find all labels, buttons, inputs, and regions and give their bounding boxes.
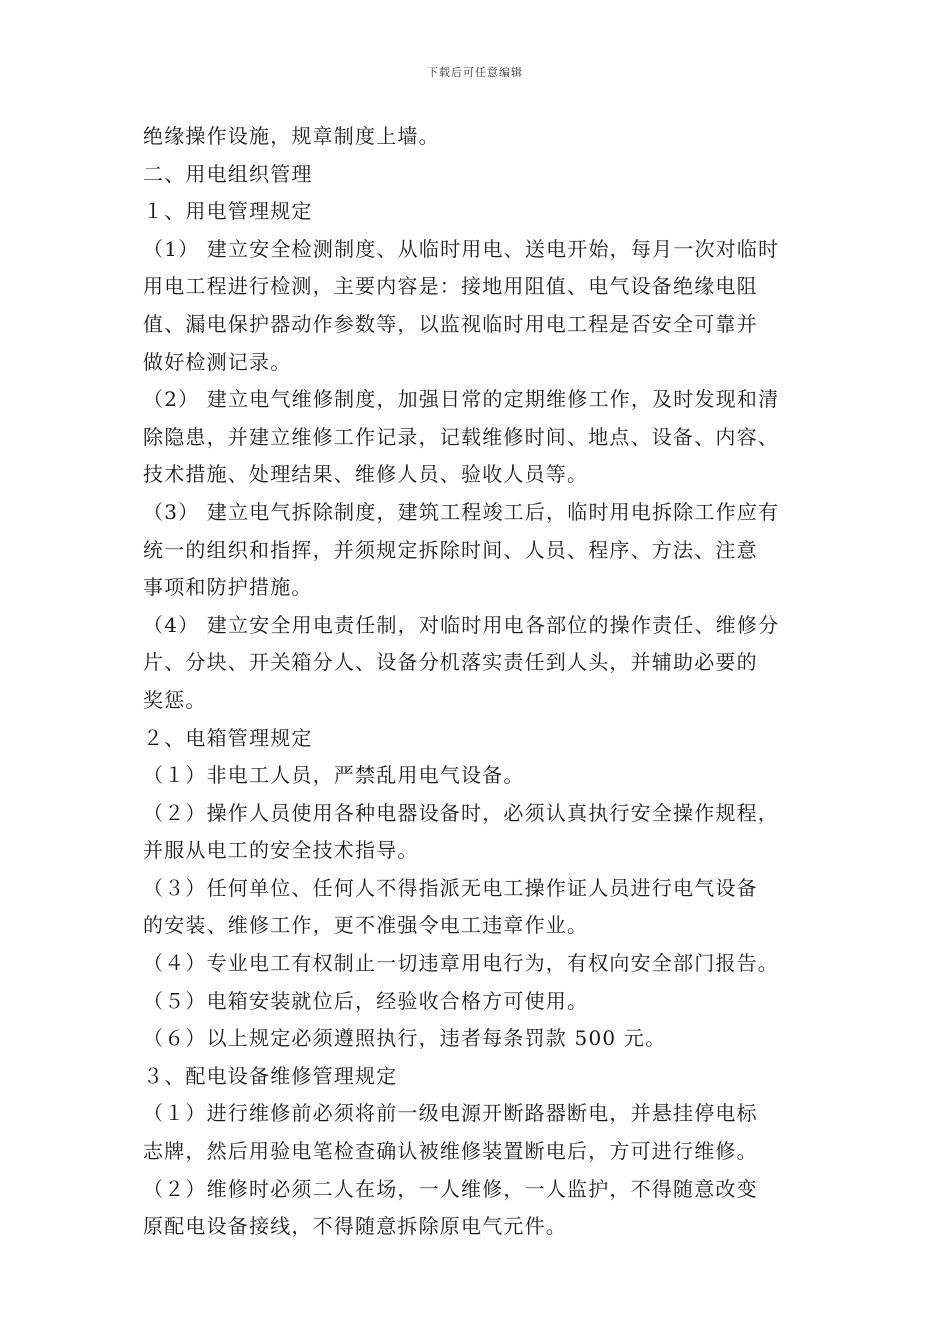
text-line: （２）维修时必须二人在场，一人维修，一人监护，不得随意改变	[143, 1176, 758, 1201]
text-line: （１）非电工人员，严禁乱用电气设备。	[143, 763, 525, 788]
document-body	[143, 118, 813, 1246]
text-line: 技术措施、处理结果、维修人员、验收人员等。	[143, 462, 589, 487]
text-line: （４）专业电工有权制止一切违章用电行为，有权向安全部门报告。	[143, 951, 779, 976]
text-line: （4） 建立安全用电责任制，对临时用电各部位的操作责任、维修分	[143, 612, 780, 637]
text-line: 原配电设备接线，不得随意拆除原电气元件。	[143, 1214, 567, 1239]
subsection-heading: １、用电管理规定	[143, 199, 313, 224]
text-line: 除隐患，并建立维修工作记录，记载维修时间、地点、设备、内容、	[143, 424, 779, 449]
text-line: 值、漏电保护器动作参数等，以监视临时用电工程是否安全可靠并	[143, 311, 758, 336]
text-line: （３）任何单位、任何人不得指派无电工操作证人员进行电气设备	[143, 875, 758, 900]
text-line: （２）操作人员使用各种电器设备时，必须认真执行安全操作规程，	[143, 800, 779, 825]
text-line: （５）电箱安装就位后，经验收合格方可使用。	[143, 988, 589, 1013]
text-line: 片、分块、开关箱分人、设备分机落实责任到人头，并辅助必要的	[143, 650, 758, 675]
text-line: （2） 建立电气维修制度，加强日常的定期维修工作，及时发现和清	[143, 387, 780, 412]
text-line: （3） 建立电气拆除制度，建筑工程竣工后，临时用电拆除工作应有	[143, 499, 780, 524]
text-line: 做好检测记录。	[143, 349, 292, 374]
text-line: 志牌，然后用验电笔检查确认被维修装置断电后，方可进行维修。	[143, 1139, 758, 1164]
text-line: 用电工程进行检测，主要内容是：接地用阻值、电气设备绝缘电阻	[143, 274, 758, 299]
subsection-heading: ２、电箱管理规定	[143, 725, 313, 750]
section-heading: 二、用电组织管理	[143, 161, 313, 186]
text-line: 事项和防护措施。	[143, 575, 313, 600]
text-line: 绝缘操作设施，规章制度上墙。	[143, 124, 440, 148]
text-line: （1） 建立安全检测制度、从临时用电、送电开始，每月一次对临时	[143, 236, 780, 261]
text-line: 统一的组织和指挥，并须规定拆除时间、人员、程序、方法、注意	[143, 537, 758, 562]
text-line: （１）进行维修前必须将前一级电源开断路器断电，并悬挂停电标	[143, 1101, 758, 1126]
text-line: 奖惩。	[143, 687, 207, 712]
text-line: 的安装、维修工作，更不准强令电工违章作业。	[143, 913, 589, 938]
subsection-heading: ３、配电设备维修管理规定	[143, 1063, 398, 1088]
header-note: 下载后可任意编辑	[427, 66, 523, 79]
text-line: 并服从电工的安全技术指导。	[143, 838, 419, 863]
text-line: （６）以上规定必须遵照执行，违者每条罚款 500 元。	[143, 1026, 667, 1051]
